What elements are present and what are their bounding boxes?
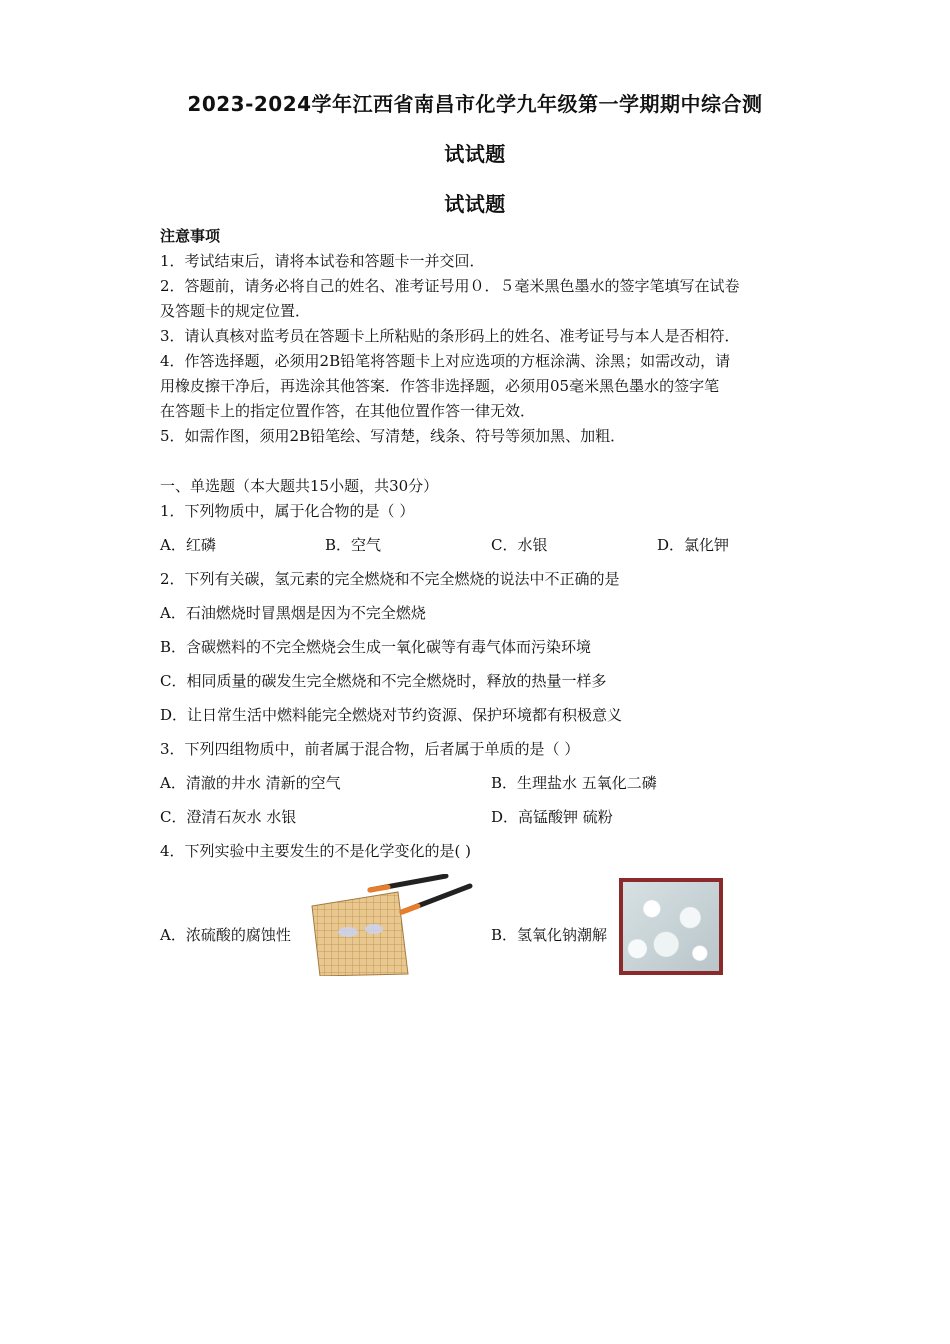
notice-line: 用橡皮擦干净后，再选涂其他答案．作答非选择题，必须用05毫米黑色墨水的签字笔 <box>160 377 720 395</box>
question-stem: 1．下列物质中，属于化合物的是（ ） <box>160 502 415 520</box>
option-d: D．让日常生活中燃料能完全燃烧对节约资源、保护环境都有积极意义 <box>160 706 623 724</box>
option-a: A．石油燃烧时冒黑烟是因为不完全燃烧 <box>160 604 426 622</box>
option-b: B．空气 <box>325 536 382 554</box>
option-a: A．红磷 <box>160 536 216 554</box>
notice-line: 5．如需作图，须用2B铅笔绘、写清楚，线条、符号等须加黑、加粗． <box>160 427 626 445</box>
option-d: D．高锰酸钾 硫粉 <box>491 808 613 826</box>
option-d: D．氯化钾 <box>657 536 730 554</box>
notice-heading: 注意事项 <box>160 227 221 245</box>
option-b: B．生理盐水 五氧化二磷 <box>491 774 657 792</box>
notice-line: 2．答题前，请务必将自己的姓名、准考证号用０．５毫米黑色墨水的签字笔填写在试卷 <box>160 277 740 295</box>
notice-line: 及答题卡的规定位置． <box>160 302 311 320</box>
page-title-continued: 试试题 <box>444 142 506 166</box>
notice-line: 在答题卡上的指定位置作答，在其他位置作答一律无效． <box>160 402 536 420</box>
option-c: C．澄清石灰水 水银 <box>160 808 297 826</box>
option-b: B．氢氧化钠潮解 <box>491 926 608 944</box>
sodium-hydroxide-image <box>619 878 723 975</box>
option-c: C．相同质量的碳发生完全燃烧和不完全燃烧时，释放的热量一样多 <box>160 672 607 690</box>
notice-line: 4．作答选择题，必须用2B铅笔将答题卡上对应选项的方框涂满、涂黑；如需改动，请 <box>160 352 731 370</box>
question-stem: 4．下列实验中主要发生的不是化学变化的是( ) <box>160 842 472 860</box>
question-stem: 2．下列有关碳，氢元素的完全燃烧和不完全燃烧的说法中不正确的是 <box>160 570 620 588</box>
page-title: 2023-2024学年江西省南昌市化学九年级第一学期期中综合测 <box>187 92 763 116</box>
notice-line: 3．请认真核对监考员在答题卡上所粘贴的条形码上的姓名、准考证号与本人是否相符． <box>160 327 740 345</box>
option-a: A．浓硫酸的腐蚀性 <box>160 926 291 944</box>
option-a: A．清澈的井水 清新的空气 <box>160 774 341 792</box>
page-subtitle: 试试题 <box>444 192 506 216</box>
sulfuric-acid-paper-image <box>310 874 475 976</box>
option-c: C．水银 <box>491 536 548 554</box>
section-heading: 一、单选题（本大题共15小题，共30分） <box>160 477 439 495</box>
question-stem: 3．下列四组物质中，前者属于混合物，后者属于单质的是（ ） <box>160 740 580 758</box>
option-b: B．含碳燃料的不完全燃烧会生成一氧化碳等有毒气体而污染环境 <box>160 638 592 656</box>
notice-line: 1．考试结束后，请将本试卷和答题卡一并交回． <box>160 252 485 270</box>
